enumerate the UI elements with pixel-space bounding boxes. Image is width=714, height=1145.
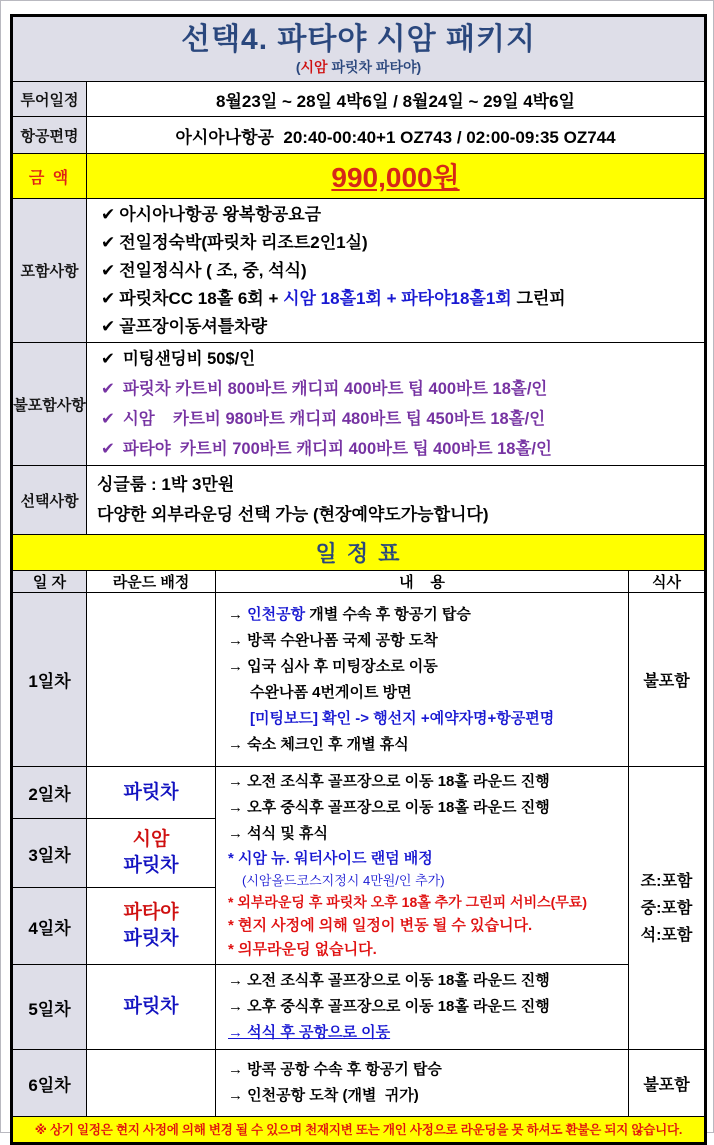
notice-line: * 현지 사정에 의해 일정이 변동 될 수 있습니다. [228, 917, 533, 934]
footer-note: ※ 상기 일정은 현지 사정에 의해 변경 될 수 있으며 천재지변 또는 개인 사정으로 라운딩을 못 하셔도 환불은 되지 않습니다. [34, 1123, 683, 1137]
day5-round: 파릿차 [87, 965, 216, 1050]
included-item-text: 아시아나항공 왕복항공요금 [119, 204, 322, 224]
price-row [12, 154, 706, 199]
included-item-text: 골프장이동셔틀차량 [119, 316, 268, 336]
content-line: → 오전 조식후 골프장으로 이동 18홀 라운드 진행 [228, 773, 550, 790]
meal-lunch: 중:포함 [640, 899, 693, 917]
tour-schedule-row [12, 82, 706, 117]
title-row [12, 16, 706, 82]
title-cell [12, 16, 706, 82]
day1-content [216, 593, 628, 766]
subtitle-open: ( [295, 59, 301, 75]
day1-label: 1일차 [12, 593, 87, 767]
content-line: → 숙소 체크인 후 개별 휴식 [228, 735, 409, 753]
schedule-banner-title: 일 정 표 [315, 541, 402, 566]
excluded-item [101, 374, 704, 404]
day6-label: 6일차 [12, 1050, 87, 1117]
included-item [101, 257, 704, 285]
check-icon: ✔ [101, 288, 116, 308]
content-line: → 인천공항 도착 (개별 귀가) [228, 1087, 419, 1104]
included-label: 포함사항 [12, 199, 87, 343]
included-item [101, 201, 704, 229]
meal-dinner: 석:포함 [640, 926, 693, 944]
day1-content-cell [216, 593, 629, 767]
day3-round-siam: 시암 [132, 829, 170, 850]
day6-meal: 불포함 [629, 1050, 706, 1117]
subtitle-siam: 시암 [300, 59, 328, 75]
day6-row [12, 1050, 706, 1117]
day4-round-pattana: 파릿차 [123, 928, 179, 949]
included-item [101, 313, 704, 341]
excluded-item [101, 344, 704, 374]
options-cell [87, 466, 706, 535]
day1-row [12, 593, 706, 767]
day2-4-content [216, 767, 628, 964]
excluded-item-text: 파타야 카트비 700바트 캐디피 400바트 팁 400바트 18홀/인 [122, 440, 552, 458]
day4-label: 4일차 [12, 888, 87, 965]
option-item: 싱글룸 : 1박 3만원 [97, 475, 235, 494]
day2-row [12, 767, 706, 819]
check-icon: ✔ [101, 410, 115, 428]
included-row [12, 199, 706, 343]
content-line [228, 602, 624, 628]
day5-content-cell [216, 965, 629, 1050]
excluded-item-text: 파릿차 카트비 800바트 캐디피 400바트 팁 400바트 18홀/인 [122, 380, 548, 398]
tour-schedule-value: 8월23일 ~ 28일 4박6일 / 8월24일 ~ 29일 4박6일 [87, 82, 706, 117]
excluded-item [101, 404, 704, 434]
day2-5-meal-cell [629, 767, 706, 1050]
excluded-item-text: 시암 카트비 980바트 캐디피 480바트 팁 450바트 18홀/인 [122, 410, 546, 428]
excluded-item [101, 434, 704, 464]
notice-line: * 외부라운딩 후 파릿차 오후 18홀 추가 그린피 서비스(무료) [228, 894, 587, 910]
old-course-note: (시암올드코스지정시 4만원/인 추가) [242, 873, 445, 888]
price-label: 금 액 [12, 154, 87, 199]
col-header-round: 라운드 배정 [87, 571, 216, 593]
excluded-cell [87, 343, 706, 466]
check-icon: ✔ [101, 350, 115, 368]
incheon-airport-highlight: 인천공항 [247, 605, 306, 623]
options-list [87, 466, 704, 534]
day4-round-pattaya: 파타야 [123, 902, 179, 923]
day6-round-cell [87, 1050, 216, 1117]
package-subtitle [13, 58, 704, 76]
included-list [87, 199, 704, 342]
meal-breakfast: 조:포함 [640, 872, 693, 890]
content-line: → 방콕 수완나폼 국제 공항 도착 [228, 631, 438, 649]
check-icon: ✔ [101, 380, 115, 398]
price-value: 990,000원 [87, 154, 706, 199]
golf-rounds-pre: 파릿차CC 18홀 6회 + [119, 288, 284, 308]
col-header-content: 내 용 [216, 571, 629, 593]
day2-round: 파릿차 [87, 767, 216, 819]
package-title: 선택4. 파타야 시암 패키지 [181, 23, 536, 56]
day5-content [216, 965, 628, 1049]
random-assign-note: * 시암 뉴. 워터사이드 랜덤 배정 [228, 850, 433, 867]
excluded-row [12, 343, 706, 466]
airport-move-line: → 석식 후 공항으로 이동 [228, 1024, 391, 1041]
day4-round [87, 888, 216, 965]
flight-row [12, 117, 706, 154]
day2-label: 2일차 [12, 767, 87, 819]
excluded-list [87, 343, 704, 465]
content-line: → 석식 및 휴식 [228, 825, 328, 842]
content-line: → 오후 중식후 골프장으로 이동 18홀 라운드 진행 [228, 998, 550, 1015]
included-item-text: 전일정숙박(파릿차 리조트2인1실) [119, 232, 368, 252]
included-item-text: 전일정식사 ( 조, 중, 석식) [119, 260, 307, 280]
day3-round [87, 819, 216, 888]
col-header-meal: 식사 [629, 571, 706, 593]
schedule-header-row [12, 571, 706, 593]
excluded-item-text: 미팅샌딩비 50$/인 [122, 350, 256, 368]
flight-value: 아시아나항공 20:40-00:40+1 OZ743 / 02:00-09:35 OZ744 [87, 117, 706, 154]
day6-content-cell [216, 1050, 629, 1117]
day6-content [216, 1050, 628, 1116]
day5-row [12, 965, 706, 1050]
content-line-text: 개별 수속 후 항공기 탑승 [305, 605, 471, 623]
content-line: → 방콕 공항 수속 후 항공기 탑승 [228, 1061, 442, 1078]
content-line: → 입국 심사 후 미팅장소로 이동 [228, 657, 438, 675]
excluded-label: 불포함사항 [12, 343, 87, 466]
content-line: → 오후 중식후 골프장으로 이동 18홀 라운드 진행 [228, 799, 550, 816]
day1-round-cell [87, 593, 216, 767]
package-table [10, 14, 707, 1145]
content-line: 수완나폼 4번게이트 방면 [250, 683, 412, 701]
subtitle-rest: 파릿차 파타야) [327, 59, 422, 75]
golf-rounds-post: 그린피 [511, 288, 566, 308]
day5-label: 5일차 [12, 965, 87, 1050]
day3-label: 3일차 [12, 819, 87, 888]
day2-4-content-cell [216, 767, 629, 965]
col-header-day: 일 자 [12, 571, 87, 593]
check-icon: ✔ [101, 260, 116, 280]
included-item [101, 229, 704, 257]
options-label: 선택사항 [12, 466, 87, 535]
check-icon: ✔ [101, 316, 116, 336]
day1-meal: 불포함 [629, 593, 706, 767]
included-cell [87, 199, 706, 343]
option-item: 다양한 외부라운딩 선택 가능 (현장예약도가능합니다) [97, 505, 489, 524]
schedule-banner-cell [12, 535, 706, 571]
options-row [12, 466, 706, 535]
check-icon: ✔ [101, 204, 116, 224]
footer-cell [12, 1117, 706, 1144]
golf-rounds-highlight: 시암 18홀1회 + 파타야18홀1회 [283, 288, 512, 308]
content-line: → 오전 조식후 골프장으로 이동 18홀 라운드 진행 [228, 972, 550, 989]
meeting-board-note: [미팅보드] 확인 -> 행선지 +예약자명+항공편명 [250, 709, 555, 727]
flight-label: 항공편명 [12, 117, 87, 154]
schedule-banner-row [12, 535, 706, 571]
check-icon: ✔ [101, 440, 115, 458]
tour-schedule-label: 투어일정 [12, 82, 87, 117]
day3-round-pattana: 파릿차 [123, 855, 179, 876]
included-item-golf [101, 285, 704, 313]
arrow-icon: → [228, 605, 248, 623]
check-icon: ✔ [101, 232, 116, 252]
notice-line: * 의무라운딩 없습니다. [228, 941, 377, 958]
footer-row [12, 1117, 706, 1144]
